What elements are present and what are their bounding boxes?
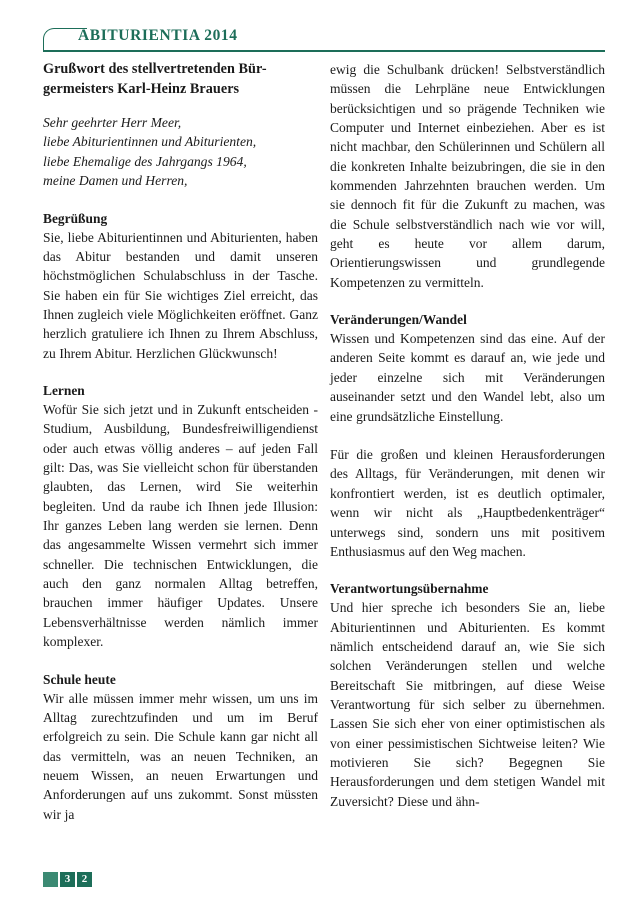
section-paragraph-verantwortung-1: Und hier spreche ich besonders Sie an, liebe Abiturientinnen und Abiturienten. Es kommt nämlich entscheidend darauf an, wie Sie sich solchen Veränderungen stellen und welche Bereitschaft Sie mitbringen, auf diese Weise Verantwortung für sich selber zu übernehmen. Lassen Sie sich eher von einer optimistischen als von einer pessimistischen Sichtweise leiten? Wie motivieren Sie sich? Begegnen Sie Herausforderungen und dem stetigen Wandel mit Zuversicht? Diese und ähn- bbox=[330, 600, 605, 809]
salutation-line-3: liebe Ehemalige des Jahrgangs 1964, bbox=[43, 153, 247, 169]
salutation-line-2: liebe Abiturientinnen und Abiturienten, bbox=[43, 134, 257, 150]
article-columns bbox=[43, 60, 605, 855]
running-header bbox=[43, 27, 605, 61]
section-paragraph-schule-heute-2: ewig die Schulbank drücken! Selbstverständlich müssen die Lehrpläne neue Entwicklungen berücksichtigen und so prägende Techniken wie Computer und Internet einbeziehen. Aber es ist nicht machbar, den Schülerinnen und Schülern all die konkreten Inhalte beizubringen, die sie in den kommenden Jahrzehnten brauchen werden. Um sie dennoch fit für die Zukunft zu machen, was die Schule selbstverständlich nach wie vor will, geht es heute vor allem darum, Orientierungswissen und grundlegende Kompetenzen zu vermitteln. bbox=[330, 62, 605, 290]
page-folio bbox=[43, 872, 92, 887]
article-title bbox=[43, 60, 318, 99]
section-heading-schule-heute: Schule heute bbox=[43, 671, 116, 687]
section-heading-verantwortungsuebernahme: Verantwortungsübernahme bbox=[330, 581, 489, 597]
salutation-line-1: Sehr geehrter Herr Meer, bbox=[43, 115, 182, 130]
column-left bbox=[43, 60, 318, 855]
article-title-line-1: Grußwort des stellvertretenden Bür- bbox=[43, 61, 267, 77]
folio-digit-ones: 2 bbox=[77, 872, 92, 887]
article-title-line-2: germeisters Karl-Heinz Brauers bbox=[43, 80, 240, 97]
section-paragraph-veraenderungen-1: Wissen und Kompetenzen sind das eine. Auf der anderen Seite kommt es darauf an, wie jede und jeder einzelne sich mit Veränderungen auseinander setzt und den Wandel lebt, also um eine grundsätzliche Einstellung. bbox=[330, 331, 605, 424]
header-title: ABITURIENTIA 2014 bbox=[78, 27, 238, 44]
salutation-line-4: meine Damen und Herren, bbox=[43, 173, 188, 189]
section-heading-veraenderungen-wandel: Veränderungen/Wandel bbox=[330, 312, 467, 328]
section-heading-begruessung: Begrüßung bbox=[43, 210, 108, 226]
section-paragraph-veraenderungen-2: Für die großen und kleinen Herausforderungen des Alltags, für Veränderungen, mit denen wir konfrontiert werden, ist es deutlich optimaler, wenn wir nicht als „Hauptbedenkenträger“ unterwegs sind, sondern uns mit positivem Enthusiasmus auf den Weg machen. bbox=[330, 447, 605, 559]
section-paragraph-schule-heute-1: Wir alle müssen immer mehr wissen, um uns im Alltag zurechtzufinden und um im Beruf erfolgreich zu sein. Die Schule kann gar nicht all das vermitteln, was an neuen Techniken, an neuem Wissen, an neuen Erwartungen und Anforderungen auf uns zukommt. Sonst müssten wir ja bbox=[43, 690, 318, 822]
salutation-block bbox=[43, 113, 318, 191]
section-paragraph-begruessung-1: Sie, liebe Abiturientinnen und Abiturienten, haben das Abitur bestanden und damit unseren höchstmöglichen Schulabschluss in der Tasche. Sie haben ein für Sie wichtiges Ziel erreicht, das Ihnen zugleich viele Möglichkeiten eröffnet. Ganz herzlich gratuliere ich Ihnen zu Ihrem Abschluss, zu Ihrem Abitur. Herzlichen Glückwunsch! bbox=[43, 229, 318, 361]
header-rule bbox=[43, 50, 605, 52]
folio-box-decoration bbox=[43, 872, 58, 887]
section-heading-lernen: Lernen bbox=[43, 383, 85, 399]
section-paragraph-lernen-1: Wofür Sie sich jetzt und in Zukunft entscheiden - Studium, Ausbildung, Bundesfreiwilligendienst oder auch etwas völlig anderes – auf jeden Fall gilt: Das, was Sie vielleicht schon für überstanden glaubten, das Lernen, wird Sie weiterhin begleiten. Und da raube ich Ihnen jede Illusion: Ihr ganzes Leben lang werden sie lernen. Denn das angesammelte Wissen vermehrt sich immer schneller. Die technischen Entwicklungen, die auch den ganz normalen Alltag betreffen, brauchen immer häufiger Updates. Unsere Lebensverhältnisse werden nämlich immer komplexer. bbox=[43, 402, 318, 650]
column-right bbox=[330, 60, 605, 855]
folio-digit-tens: 3 bbox=[60, 872, 75, 887]
